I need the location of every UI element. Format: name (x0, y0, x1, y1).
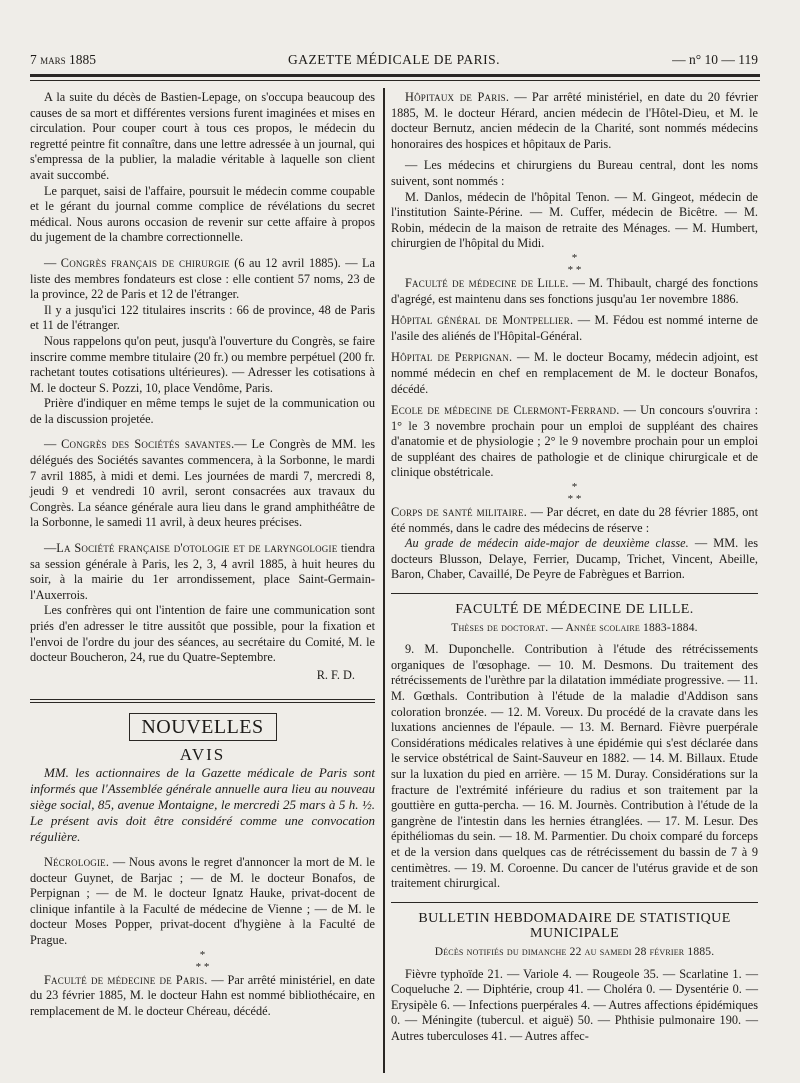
issue-date: 7 mars 1885 (30, 52, 97, 67)
sante-militaire-heading: Corps de santé militaire. (391, 505, 527, 520)
bulletin-title: BULLETIN HEBDOMADAIRE DE STATISTIQUE MUNICIPALE (418, 910, 731, 942)
left-column (30, 90, 375, 1019)
otologie-paragraph: —La Société française d'otologie et de laryngologie tiendra sa session générale à Paris, les 2, 3, 4 avril 1885, à huit heures du soir, à la mairie du 1er arrondissement, place Saint-Germain-l'Auxerrois. (30, 541, 376, 602)
congres-communication: Prière d'indiquer en même temps le sujet de la communication ou de la discussion projetée. (30, 396, 375, 426)
perpignan-heading: Hôpital de Perpignan. (391, 350, 513, 365)
otologie-heading: La Société française d'otologie et de laryngologie (56, 541, 338, 556)
nouvelles-heading: NOUVELLES (129, 713, 277, 741)
column-separator (383, 88, 385, 1073)
section-rule (391, 593, 758, 594)
avis-text: MM. les actionnaires de la Gazette médicale de Paris sont informés que l'Assemblée générale annuelle aura lieu au nouveau siège social, 85, avenue Montaigne, le mercredi 25 mars à 5 h. ½. Le présent avis doit être considéré comme une convocation régulière. (30, 764, 375, 844)
necrologie-heading: Nécrologie. (44, 854, 110, 869)
avis-heading: AVIS (179, 745, 226, 765)
clermont-heading: Ecole de médecine de Clermont-Ferrand. (391, 403, 620, 418)
congres-chirurgie-paragraph: — Congrès français de chirurgie (6 au 12 avril 1885). — La liste des membres fondateurs est close : elle contient 57 noms, 23 de la province, 22 de Paris et 12 de l'étranger. (30, 255, 375, 302)
separator-stars: * * * (567, 481, 582, 506)
bureau-central-paragraph: — Les médecins et chirurgiens du Bureau central, dont les noms suivent, sont nommés : (391, 158, 758, 188)
faculte-paris-heading: Faculté de médecine de Paris. (44, 972, 208, 987)
perpignan-paragraph: Hôpital de Perpignan. — M. le docteur Bocamy, médecin adjoint, est nommé médecin en chef en remplacement de M. le docteur Bonafos, décédé. (391, 350, 758, 396)
congres-inscription: Nous rappelons qu'on peut, jusqu'à l'ouverture du Congrès, se faire inscrire comme membre titulaire (20 fr.) ou membre perpétuel (200 fr. rachetant toutes cotisations ultérieures). — Adresser les cotisations à M. le docteur S. Pozzi, 10, place Vendôme, Paris. (30, 333, 375, 395)
section-rule (30, 699, 375, 703)
theses-section-title: FACULTÉ DE MÉDECINE DE LILLE. (455, 602, 694, 618)
bulletin-statistics: Fièvre typhoïde 21. — Variole 4. — Rougeole 35. — Scarlatine 1. — Coqueluche 2. — Diphtérie, croup 41. — Choléra 0. — Dysentérie 0. — Erysipèle 6. — Infections puerpérales 4. — Autres affections épidémiques 0. — Méningite (tubercul. et aiguë) 50. — Phthisie pulmonaire 190. — Autres tuberculoses 41. — Autres affec- (391, 966, 758, 1043)
hopitaux-paris-paragraph: Hôpitaux de Paris. — Par arrêté ministériel, en date du 20 février 1885, M. le docteur Hérard, ancien médecin de l'Hôtel-Dieu, et M. le docteur Bernutz, ancien médecin de la Charité, sont nommés médecins honoraires des hospices et hôpitaux de Paris. (391, 90, 758, 151)
bastien-paragraph-2: Le parquet, saisi de l'affaire, poursuit le médecin comme coupable et le gérant du journal comme complice de révélations du secret médical. Nous aurons occasion de revenir sur cette affaire à propos du jugement de la chambre correctionnelle. (30, 183, 375, 245)
bureau-central-nominations: M. Danlos, médecin de l'hôpital Tenon. — M. Gingeot, médecin de l'institution Sainte-Périne. — M. Cuffer, médecin de Bicêtre. — M. Robin, médecin de la maison de retraite des Ménages. — M. Humbert, chirurgien de l'hôpital du Midi. (391, 189, 758, 251)
sante-militaire-paragraph: Corps de santé militaire. — Par décret, en date du 28 février 1885, ont été nommés, dans le cadre des médecins de réserve : (391, 505, 759, 535)
congres-titulaires: Il y a jusqu'ici 122 titulaires inscrits : 66 de province, 48 de Paris et 11 de l'étranger. (30, 302, 375, 333)
theses-list: 9. M. Duponchelle. Contribution à l'étude des rétrécissements organiques de l'œsophage. — 10. M. Desmons. Du traitement des rétrécissements de l'urèthre par la dilatation immédiate progressive. — 11. M. Gœthals. Contribution à l'étude de la maladie d'Addison sans coloration bronzée. — 12. M. Voreux. Du procédé de la cravate dans les luxations anciennes de l'épaule. — 13. M. Bernard. Fièvre puerpérale Considérations médicales relatives à une épidémie qui s'est déclarée dans le service obstétrical de Saint-Sauveur en 1882. — 14. M. Billaux. Etude sur la luxation du pied en arrière. — 15 M. Duray. Considérations sur la fracture de l'extrémité inférieure du radius et son traitement par la gouttière en gutta-percha. — 16. M. Journès. Contribution à l'étude de la gangrène de l'intestin dans les hernies étranglées. — 17. M. Lesur. Des épithéliomas du sein. — 18. M. Parmentier. Du choix comparé du forceps et de la version dans quelques cas de rétrécissement du bassin de 7 à 9 centimètres. — 19. M. Coroenne. Du cancer de l'utérus gravide et de son traitement chirurgical. (391, 642, 758, 891)
otologie-confreres: Les confrères qui ont l'intention de faire une communication sont priés d'en adresser le titre aussitôt que possible, pour la fixation et l'envoi de l'ordre du jour des séances, au secrétaire du Comité, M. le docteur Boucheron, 24, rue du Quatre-Septembre. (30, 603, 375, 665)
faculte-lille-heading: Faculté de médecine de Lille. (405, 275, 569, 290)
header-rule-thin (30, 80, 760, 81)
hopitaux-paris-heading: Hôpitaux de Paris. (405, 90, 510, 104)
signature: R. F. D. (316, 667, 355, 682)
montpellier-heading: Hôpital général de Montpellier. (391, 313, 574, 328)
separator-stars: * * * (195, 948, 210, 973)
theses-subtitle: Thèses de doctorat. — Année scolaire 1883-1884. (451, 621, 698, 634)
societes-savantes-paragraph: — Congrès des Sociétés savantes.— Le Congrès de MM. les délégués des Sociétés savantes commencera, à la Sorbonne, le mardi 7 avril 1885, à midi et demi. Les journées de mardi 7, mercredi 8, jeudi 9 et vendredi 10 avril, seront consacrées aux travaux du Congrès. La séance générale aura lieu dans le grand amphithéâtre de la Sorbonne, le samedi 11 avril, à deux heures précises. (30, 437, 375, 530)
bastien-paragraph-1: A la suite du décès de Bastien-Lepage, on s'occupa beaucoup des causes de sa mort et différentes versions furent imaginées et mises en circulation. Pour couper court à tous ces propos, le médecin du regretté peintre fit connaître, dans une lettre adressée à un journal, qui s'empressa de la publier, la maladie véritable à laquelle son client avait succombé. (30, 90, 375, 182)
header-rule-thick (30, 74, 760, 77)
sante-militaire-nominations: Au grade de médecin aide-major de deuxième classe. — MM. les docteurs Blusson, Delaye, Ferrier, Ducamp, Trichet, Vincent, Abeille, Baron, Chaber, Cavaillé, De Peyre de Fabrègues et Barrion. (391, 536, 758, 582)
bulletin-subtitle: Décès notifiés du dimanche 22 au samedi 28 février 1885. (434, 945, 715, 958)
congres-chirurgie-heading: Congrès français de chirurgie (60, 255, 230, 270)
clermont-paragraph: Ecole de médecine de Clermont-Ferrand. — Un concours s'ouvrira : 1° le 3 novembre prochain pour un emploi de suppléant des chaires d'anatomie et de physiologie ; 2° le 9 novembre prochain pour un emploi de suppléant des chaires de pathologie et de clinique chirurgicale et de clinique obstétricale. (391, 403, 759, 480)
page-number: — n° 10 — 119 (672, 52, 758, 67)
right-column (391, 90, 758, 1044)
journal-title: GAZETTE MÉDICALE DE PARIS. (288, 52, 500, 67)
societes-savantes-heading: Congrès des Sociétés savantes. (61, 437, 235, 452)
separator-stars: * * * (567, 251, 582, 276)
faculte-lille-paragraph: Faculté de médecine de Lille. — M. Thibault, chargé des fonctions d'agrégé, est maintenu dans ses fonctions jusqu'au 1er novembre 1886. (391, 275, 759, 306)
section-rule (391, 902, 758, 903)
necrologie-paragraph: Nécrologie. — Nous avons le regret d'annoncer la mort de M. le docteur Guynet, de Barjac ; — de M. le docteur Bonafos, de Perpignan ; — de M. le docteur Ignatz Hauke, privat-docent de clinique infantile à la Faculté de médecine de Vienne ; — de M. le docteur Moses Popper, privat-docent d'hygiène à la Faculté de Prague. (30, 854, 375, 947)
faculte-paris-paragraph: Faculté de médecine de Paris. — Par arrêté ministériel, en date du 23 février 1885, M. le docteur Hahn est nommé bibliothécaire, en remplacement de M. le docteur Chéreau, décédé. (30, 972, 375, 1018)
montpellier-paragraph: Hôpital général de Montpellier. — M. Fédou est nommé interne de l'asile des aliénés de l'Hôpital-Général. (391, 313, 758, 343)
page-header (30, 52, 758, 72)
